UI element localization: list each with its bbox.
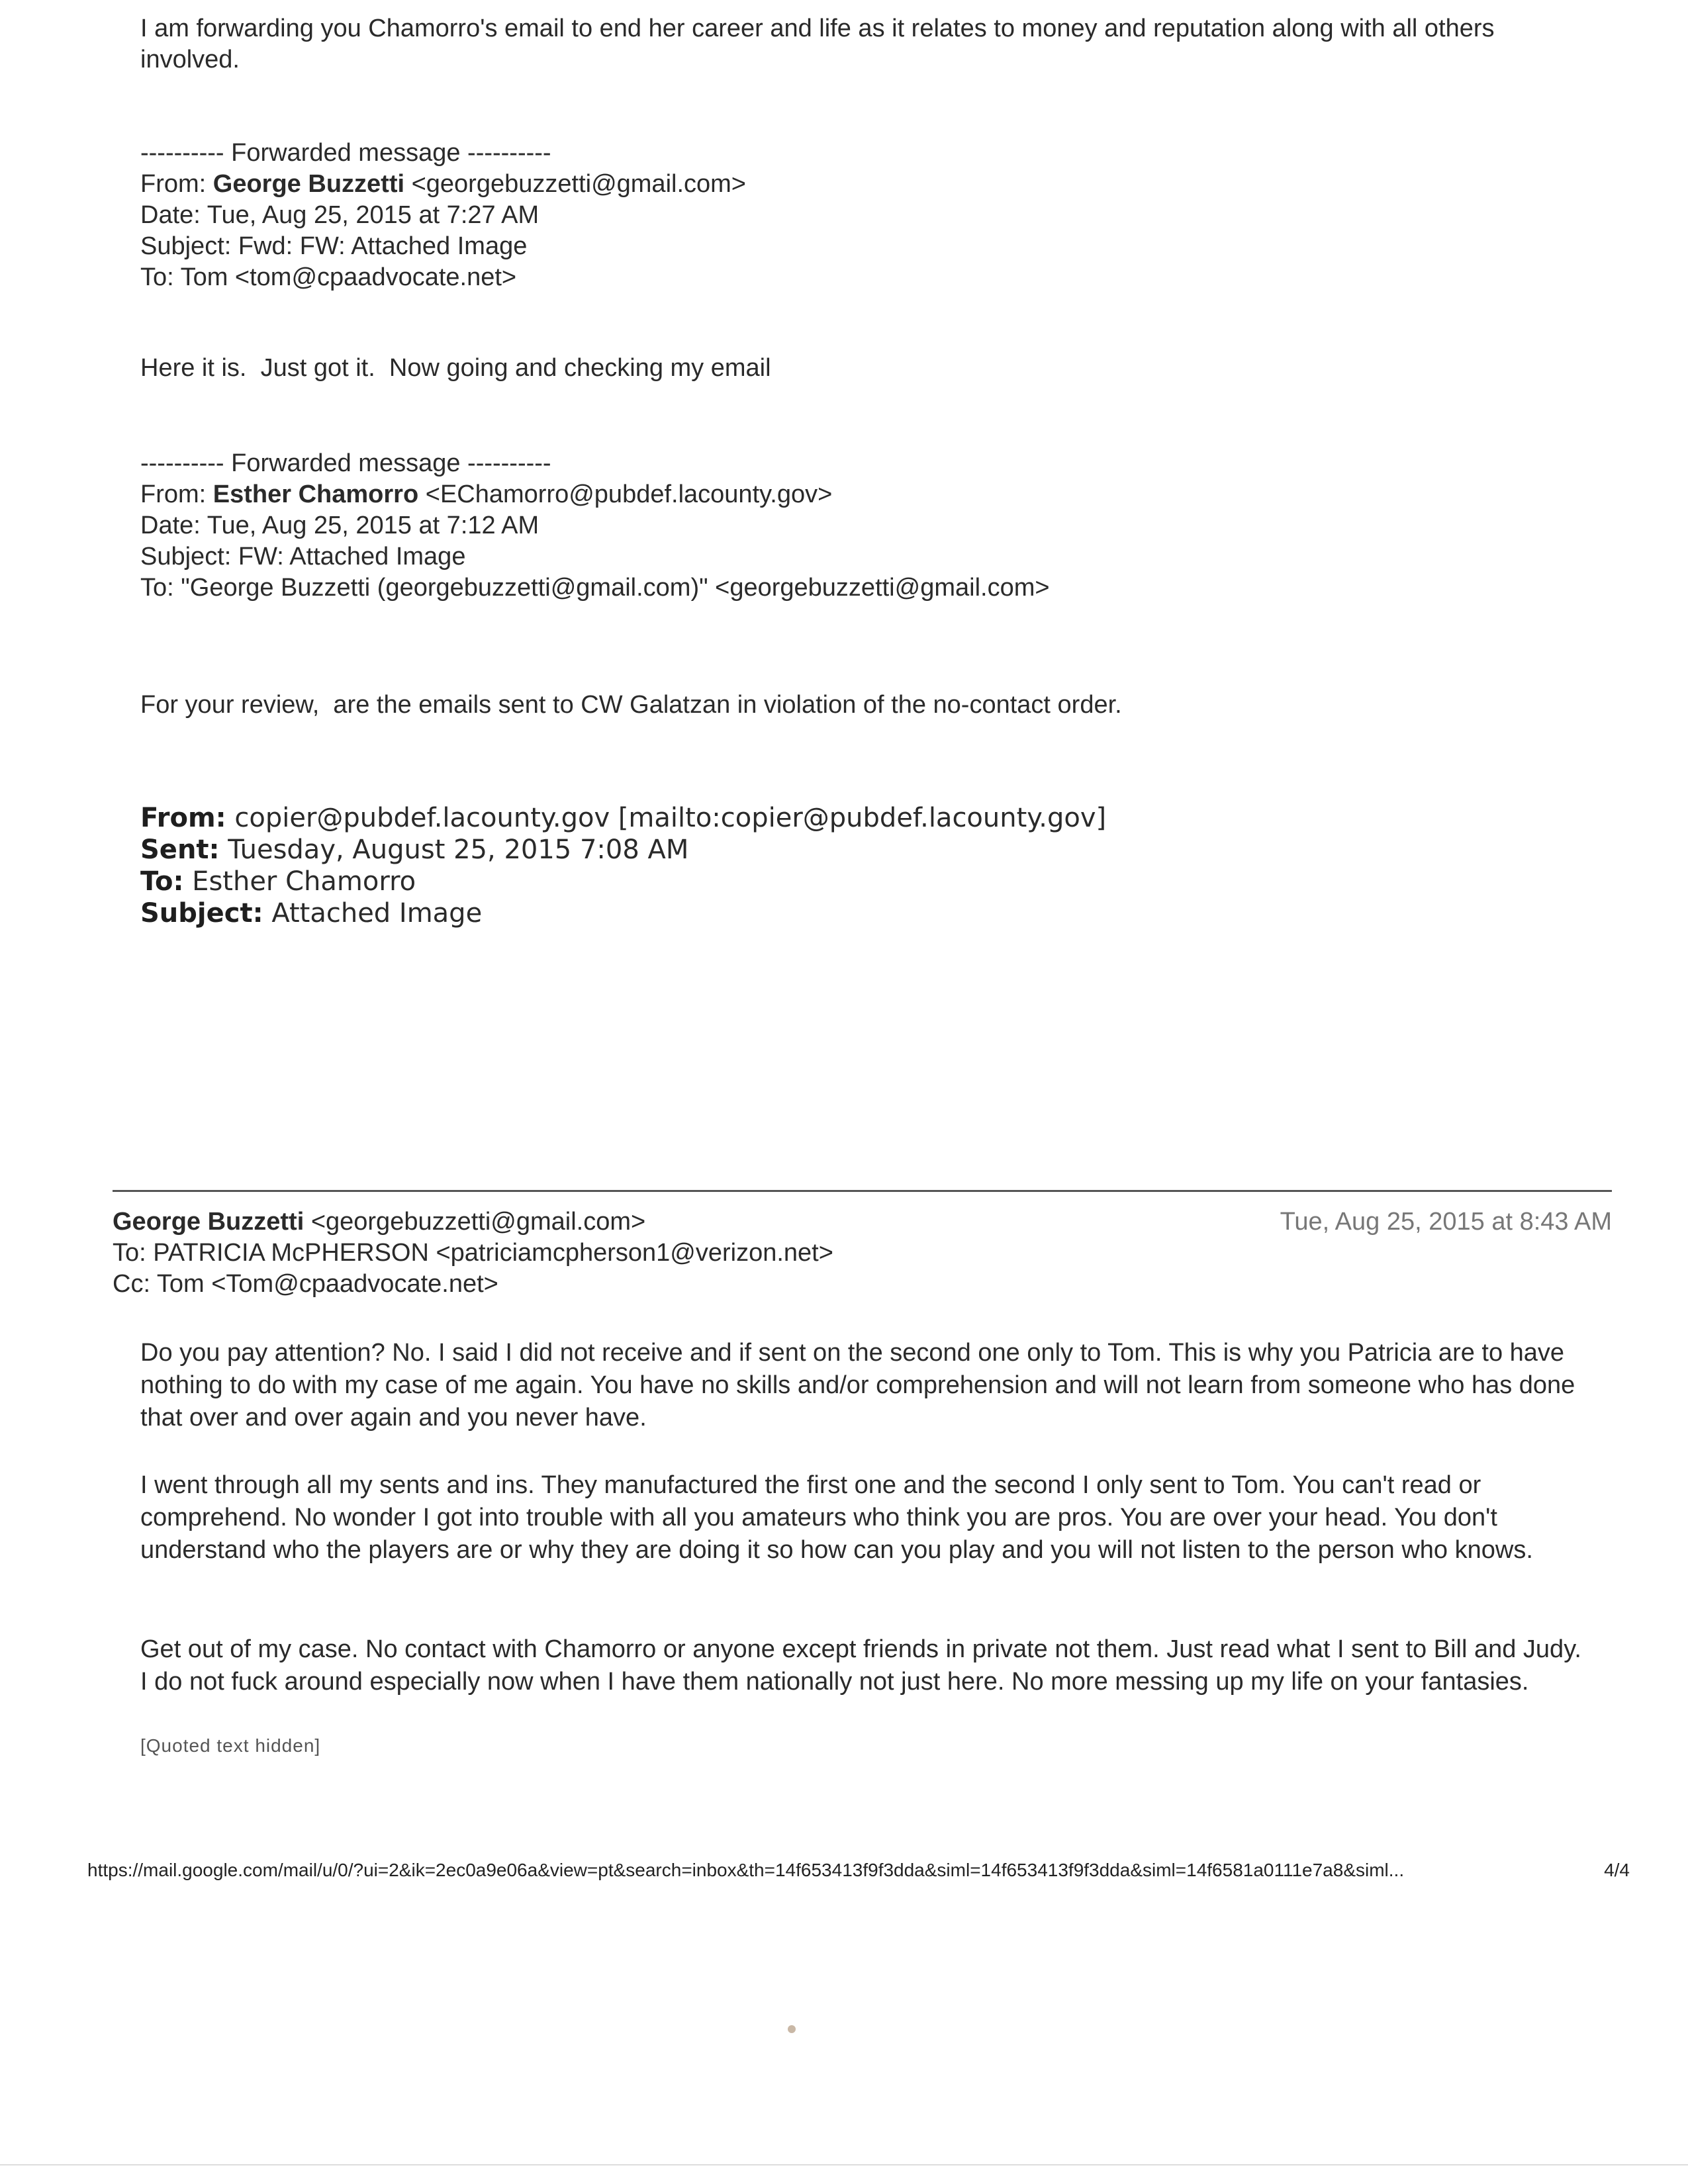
- date-line: [140, 200, 1564, 231]
- outlook-to-value: Esther Chamorro: [192, 866, 416, 897]
- from-email: <georgebuzzetti@gmail.com>: [411, 170, 746, 198]
- cc-label: Cc:: [113, 1270, 150, 1298]
- review-text: For your review, are the emails sent to CW Galatzan in violation of the no-contact order.: [140, 691, 1122, 719]
- scan-edge: [0, 2164, 1688, 2165]
- message-paragraph: Do you pay attention? No. I said I did not receive and if sent on the second one only to Tom. This is why you Patricia are to have nothing to do with my case of me again. You have no skills and/or comprehension and will not learn from someone who has done that over and over again and you never have.: [140, 1339, 1575, 1432]
- subject-line: [140, 541, 1564, 572]
- message-paragraph: Get out of my case. No contact with Chamorro or anyone except friends in private not them. Just read what I sent to Bill and Judy. I do not fuck around especially now when I have them nationally not just here. No more messing up my life on your fantasies.: [140, 1635, 1581, 1696]
- to-value: Tom <tom@cpaadvocate.net>: [180, 263, 517, 291]
- footer-url: https://mail.google.com/mail/u/0/?ui=2&ik=2ec0a9e06a&view=pt&search=inbox&th=14f653413f9f3dda&siml=14f653413f9f3dda&siml=14f6581a0111e7a8&siml...: [87, 1860, 1405, 1880]
- date-label: Date:: [140, 201, 201, 229]
- from-email: <EChamorro@pubdef.lacounty.gov>: [425, 480, 833, 508]
- outlook-subject-value: Attached Image: [271, 898, 483, 929]
- print-footer: [87, 1860, 1630, 1886]
- outlook-sent-label: Sent:: [140, 835, 220, 865]
- cc-line: [113, 1269, 1612, 1300]
- cc-value: Tom <Tom@cpaadvocate.net>: [156, 1270, 498, 1298]
- message-date: Tue, Aug 25, 2015 at 8:43 AM: [1280, 1208, 1612, 1236]
- outlook-to-label: To:: [140, 866, 184, 897]
- subject-value: Fwd: FW: Attached Image: [238, 232, 528, 260]
- forwarded-header: ---------- Forwarded message ----------: [140, 449, 551, 477]
- date-line: [140, 510, 1564, 541]
- from-line: [140, 169, 1564, 200]
- to-value: PATRICIA McPHERSON <patriciamcpherson1@verizon.net>: [153, 1239, 833, 1267]
- outlook-subject-label: Subject:: [140, 898, 263, 929]
- outlook-subject-line: [140, 897, 1564, 929]
- from-name: Esther Chamorro: [212, 480, 419, 508]
- outlook-from-value: copier@pubdef.lacounty.gov [mailto:copier@pubdef.lacounty.gov]: [234, 803, 1107, 833]
- message-paragraph: I went through all my sents and ins. They manufactured the first one and the second I only sent to Tom. You can't read or comprehend. No wonder I got into trouble with all you amateurs who think you are pros. You are over your head. You don't understand who the players are or why they are doing it so how can you play and you will not listen to the person who knows.: [140, 1471, 1533, 1564]
- to-value: "George Buzzetti (georgebuzzetti@gmail.com)" <georgebuzzetti@gmail.com>: [181, 574, 1050, 602]
- sender-name: George Buzzetti: [113, 1208, 305, 1236]
- sender-email: <georgebuzzetti@gmail.com>: [310, 1208, 646, 1236]
- outlook-from-line: [140, 802, 1564, 834]
- to-label: To:: [140, 263, 174, 291]
- from-line: [140, 479, 1564, 510]
- subject-line: [140, 231, 1564, 262]
- date-value: Tue, Aug 25, 2015 at 7:27 AM: [207, 201, 539, 229]
- from-label: From:: [140, 170, 207, 198]
- outlook-header: [140, 802, 1564, 929]
- from-label: From:: [140, 480, 207, 508]
- scan-speck: [788, 2025, 796, 2033]
- outlook-to-line: [140, 866, 1564, 897]
- note-text: Here it is. Just got it. Now going and checking my email: [140, 354, 771, 382]
- outlook-from-label: From:: [140, 803, 226, 833]
- outlook-sent-value: Tuesday, August 25, 2015 7:08 AM: [228, 835, 689, 865]
- message-divider: [113, 1190, 1612, 1192]
- intro-text: I am forwarding you Chamorro's email to end her career and life as it relates to money and reputation along with all others involved.: [140, 15, 1495, 73]
- forwarded-header: ---------- Forwarded message ----------: [140, 139, 551, 167]
- to-line: [140, 262, 1564, 293]
- quoted-text-toggle[interactable]: [Quoted text hidden]: [140, 1735, 321, 1756]
- page-number: 4/4: [1604, 1860, 1630, 1880]
- outlook-sent-line: [140, 834, 1564, 866]
- date-value: Tue, Aug 25, 2015 at 7:12 AM: [207, 512, 539, 539]
- forwarded-message-2: [140, 448, 1564, 604]
- recipient-line: [113, 1238, 1612, 1269]
- subject-label: Subject:: [140, 543, 232, 570]
- to-label: To:: [140, 574, 174, 602]
- message-header: [113, 1206, 1612, 1300]
- date-label: Date:: [140, 512, 201, 539]
- subject-label: Subject:: [140, 232, 232, 260]
- to-line: [140, 572, 1564, 604]
- forwarded-message-1: [140, 138, 1564, 293]
- from-name: George Buzzetti: [212, 170, 405, 198]
- to-label: To:: [113, 1239, 146, 1267]
- subject-value: FW: Attached Image: [238, 543, 466, 570]
